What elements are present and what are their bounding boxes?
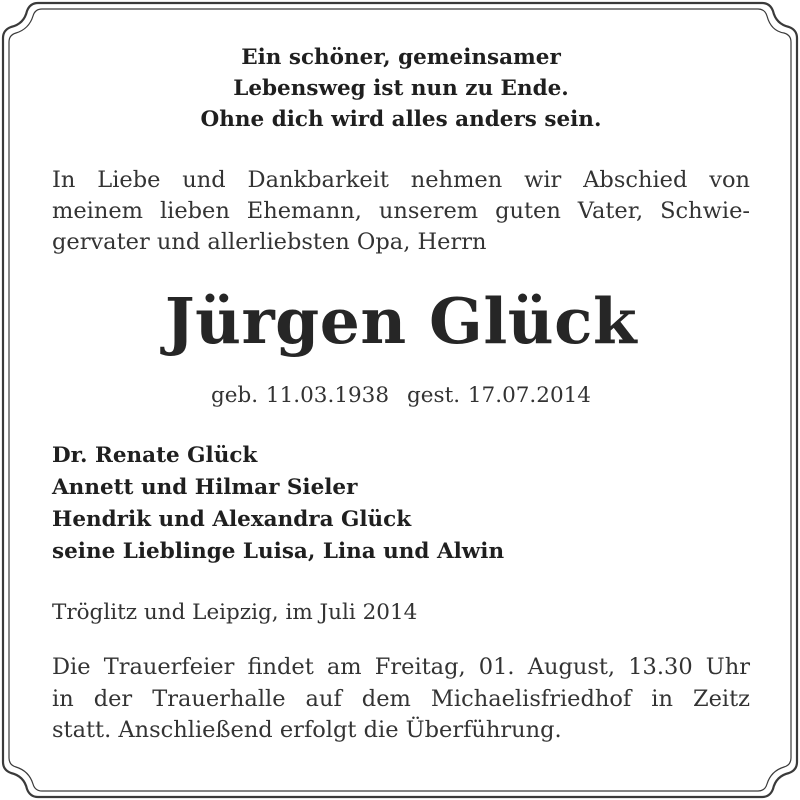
intro-line: In Liebe und Dankbarkeit nehmen wir Abschied von bbox=[52, 167, 750, 193]
motto bbox=[52, 42, 750, 135]
death-date: gest. 17.07.2014 bbox=[407, 383, 591, 408]
deceased-name: Jürgen Glück bbox=[164, 284, 638, 358]
mourners-list bbox=[52, 440, 750, 568]
place-and-date: Tröglitz und Leipzig, im Juli 2014 bbox=[52, 600, 418, 625]
mourner-name: Hendrik und Alexandra Glück bbox=[52, 507, 412, 532]
birth-date: geb. 11.03.1938 bbox=[211, 383, 390, 408]
life-dates bbox=[52, 382, 750, 410]
mourner-name: seine Lieblinge Luisa, Lina und Alwin bbox=[52, 539, 505, 564]
intro-text bbox=[52, 165, 750, 258]
intro-line: gervater und allerliebsten Opa, Herrn bbox=[52, 229, 487, 255]
motto-line: Ohne dich wird alles anders sein. bbox=[200, 107, 602, 132]
motto-line: Ein schöner, gemeinsamer bbox=[241, 45, 561, 70]
service-line: Die Trauerfeier findet am Freitag, 01. August, 13.30 Uhr bbox=[52, 654, 750, 680]
mourner-name: Dr. Renate Glück bbox=[52, 443, 258, 468]
service-line: statt. Anschließend erfolgt die Überführung. bbox=[52, 717, 562, 743]
service-line: in der Trauerhalle auf dem Michaelisfriedhof in Zeitz bbox=[52, 685, 750, 712]
motto-line: Lebensweg ist nun zu Ende. bbox=[233, 76, 569, 101]
notice-content bbox=[52, 42, 750, 747]
funeral-service-info bbox=[52, 652, 750, 747]
intro-line: meinem lieben Ehemann, unserem guten Vater, Schwie- bbox=[52, 198, 750, 224]
mourner-name: Annett und Hilmar Sieler bbox=[52, 475, 358, 500]
